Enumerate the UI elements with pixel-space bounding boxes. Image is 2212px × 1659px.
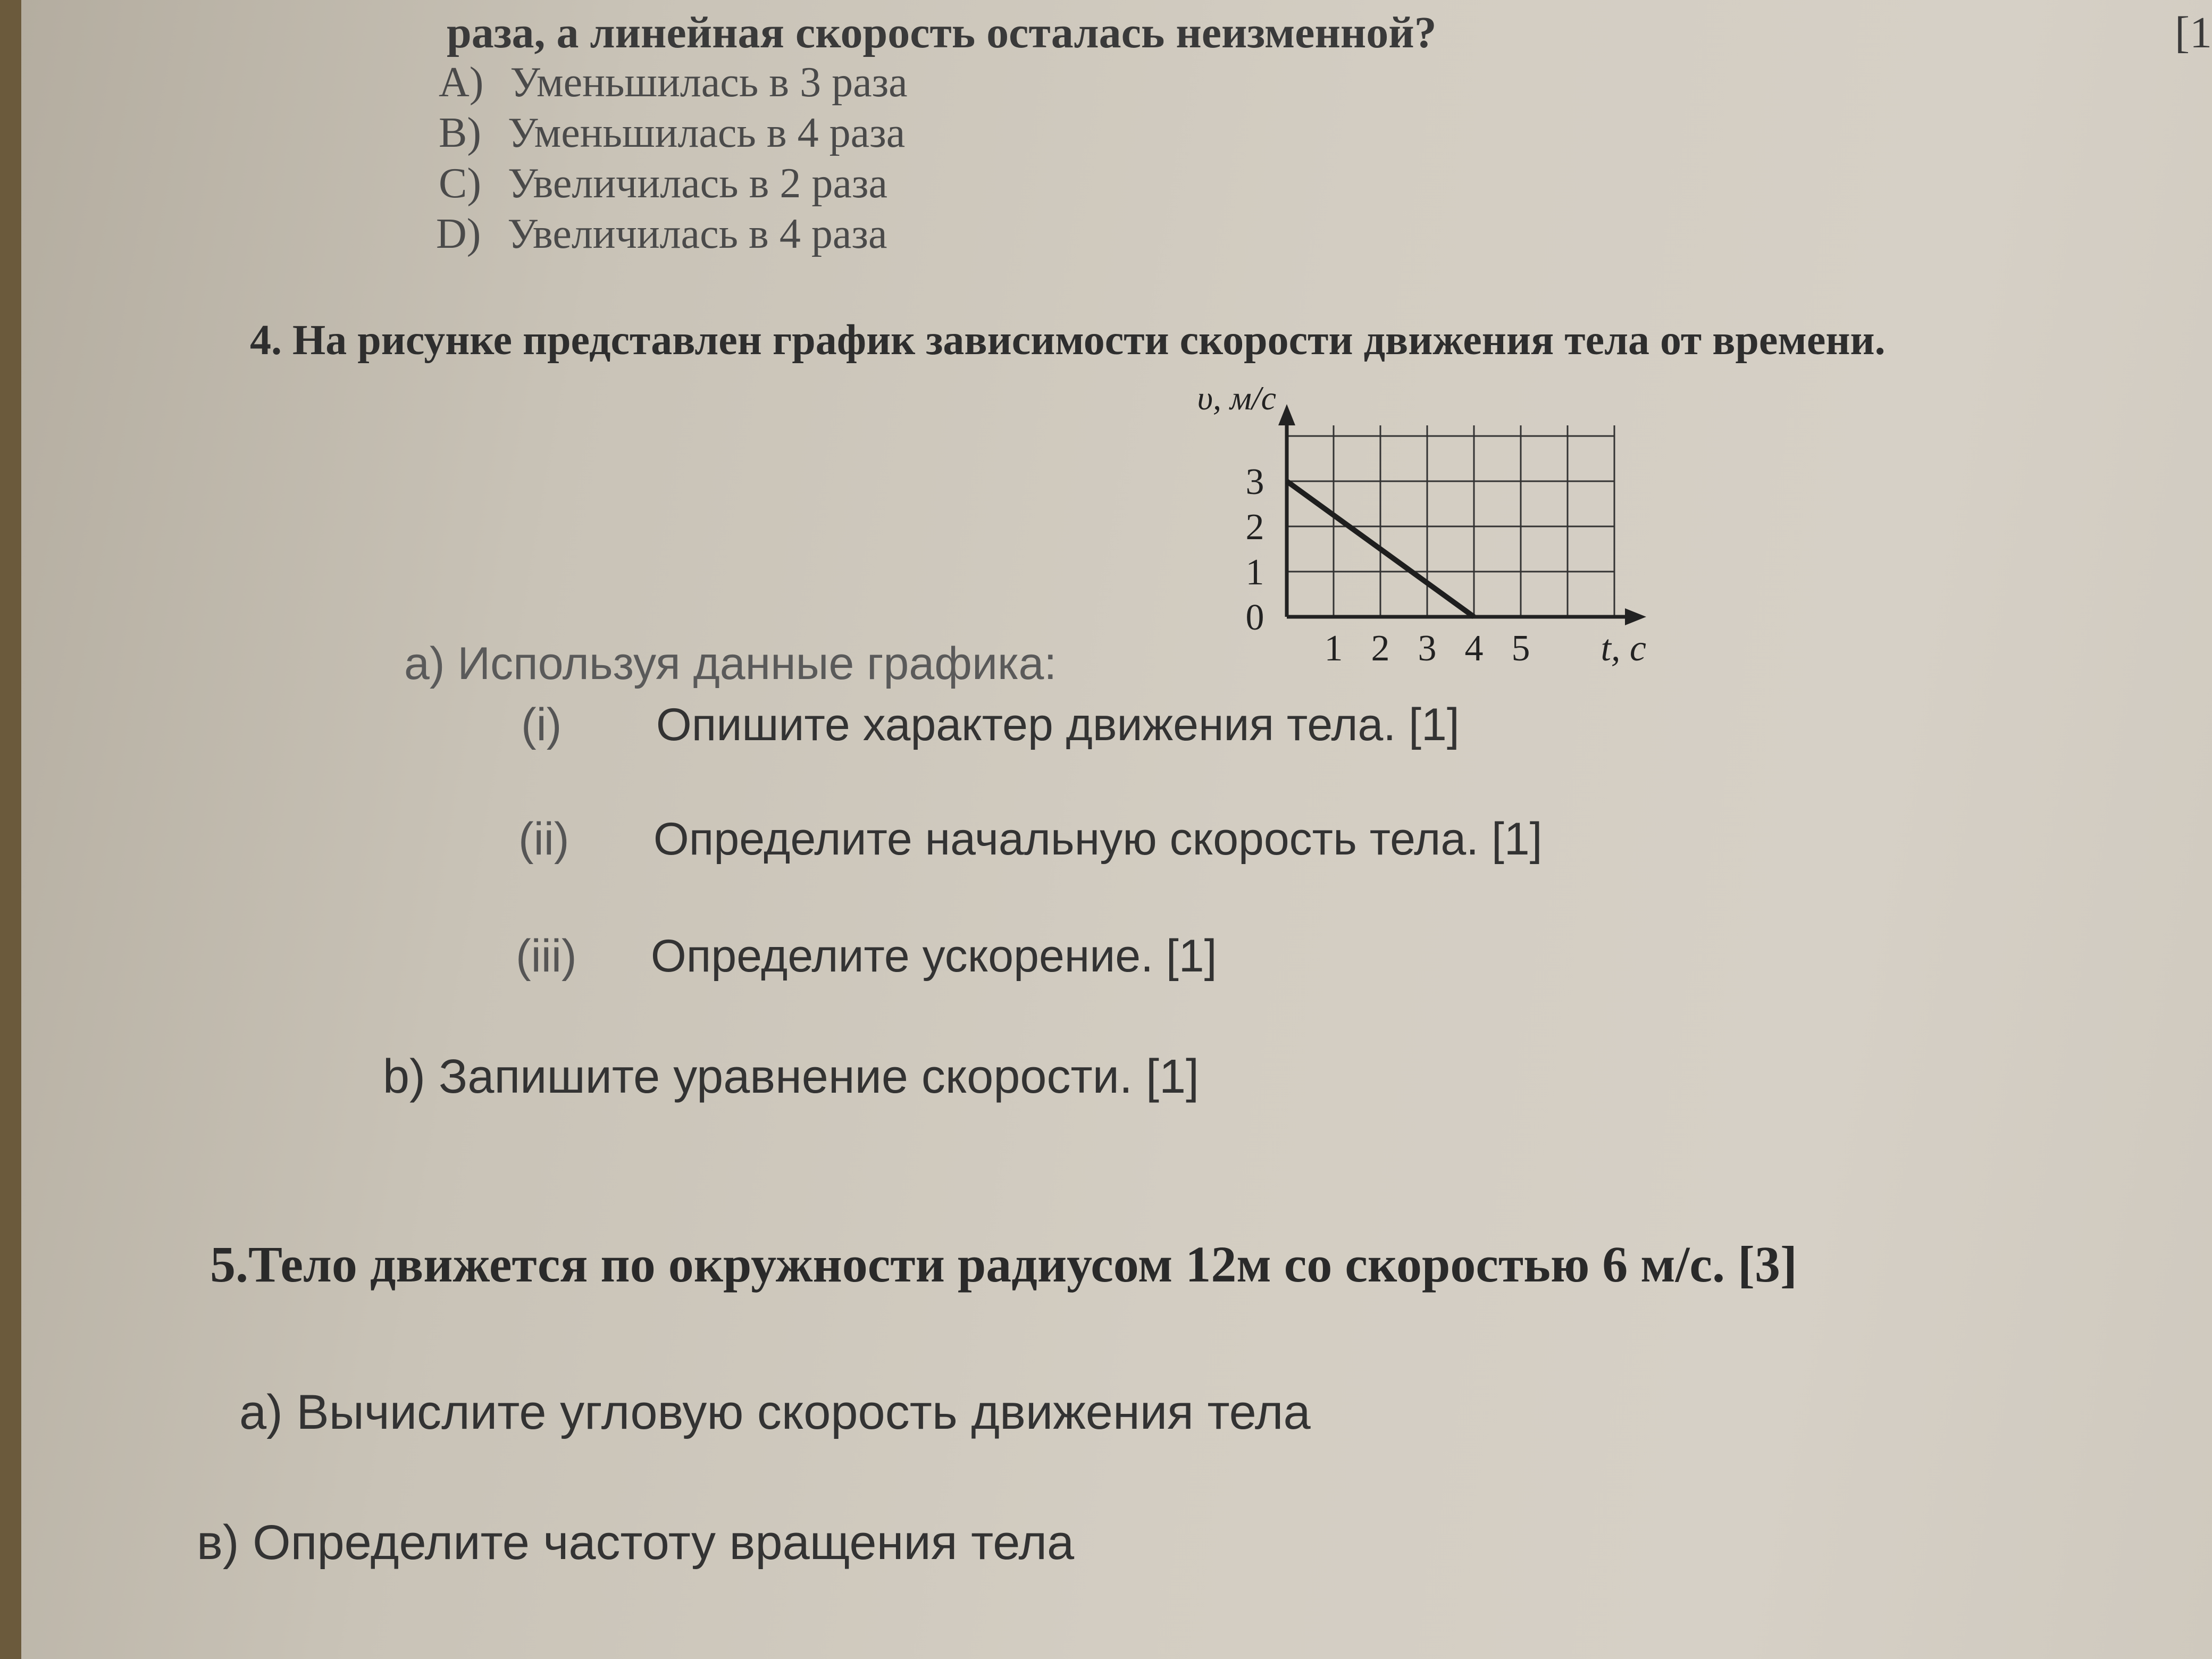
item-text: Опишите характер движения тела. [1] (656, 699, 1460, 750)
y-tick-label: 1 (1245, 552, 1264, 593)
q5-part-a: а) Вычислите угловую скорость движения тела (239, 1385, 1311, 1439)
q4-item-i (521, 699, 1460, 750)
item-number: (ii) (518, 814, 569, 865)
x-axis-label: t, с (1601, 628, 1646, 669)
y-tick-label: 0 (1245, 597, 1264, 638)
option-letter: A) (439, 59, 484, 106)
x-tick-label: 5 (1511, 628, 1530, 669)
option-text: Уменьшилась в 3 раза (510, 59, 908, 106)
option-text: Увеличилась в 4 раза (507, 211, 887, 257)
q5-title: 5.Тело движется по окружности радиусом 12м со скоростью 6 м/с. [3] (210, 1236, 1797, 1293)
item-number: (iii) (516, 931, 577, 982)
q3-option-c (439, 162, 887, 205)
q4-item-ii (518, 814, 1543, 865)
x-tick-label: 1 (1324, 628, 1343, 669)
option-letter: B) (439, 110, 481, 156)
option-letter: D) (436, 211, 481, 257)
q3-option-d (436, 213, 887, 255)
q5-part-b: в) Определите частоту вращения тела (197, 1515, 1075, 1570)
x-tick-label: 2 (1371, 628, 1390, 669)
worksheet-page (21, 0, 2212, 1659)
q4-title: 4. На рисунке представлен график зависимости скорости движения тела от времени. (250, 317, 1886, 364)
q3-marks: [1 (2175, 8, 2212, 57)
x-tick-label: 4 (1464, 628, 1484, 669)
x-tick-label: 3 (1418, 628, 1437, 669)
q3-option-a (439, 61, 908, 104)
q3-option-b (439, 112, 905, 154)
velocity-time-chart (1180, 372, 1686, 691)
y-axis-arrow (1278, 404, 1295, 425)
x-axis-arrow (1625, 608, 1646, 625)
q4-part-a: a) Используя данные графика: (404, 638, 1057, 689)
item-number: (i) (521, 699, 562, 750)
option-letter: C) (439, 160, 481, 207)
item-text: Определите начальную скорость тела. [1] (653, 814, 1543, 865)
item-text: Определите ускорение. [1] (650, 931, 1217, 982)
q4-item-iii (516, 931, 1217, 982)
q3-question-text: раза, а линейная скорость осталась неизменной? (447, 8, 1437, 57)
y-tick-label: 3 (1245, 462, 1264, 502)
option-text: Увеличилась в 2 раза (508, 160, 888, 207)
q4-part-b: b) Запишите уравнение скорости. [1] (383, 1050, 1200, 1103)
y-tick-label: 2 (1245, 507, 1264, 548)
option-text: Уменьшилась в 4 раза (508, 110, 906, 156)
y-axis-label: υ, м/с (1197, 379, 1276, 417)
